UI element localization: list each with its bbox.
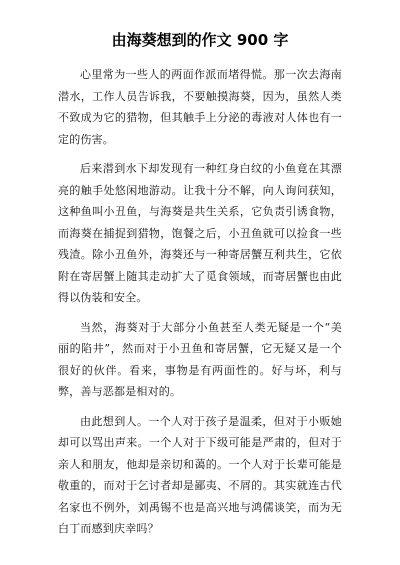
paragraph-3: 当然，海葵对于大部分小鱼甚至人类无疑是一个“美丽的陷井”，然而对于小丑鱼和寄居蟹，它无疑又是一个很好的伙伴。看来，事物是有两面性的。好与坏，利与弊，善与恶都是相对的。 bbox=[58, 320, 342, 398]
paragraph-1: 心里常为一些人的两面作派而堵得慌。那一次去海南潜水，工作人员告诉我，不要触摸海葵，因为，虽然人类不致成为它的猎物，但其触手上分泌的毒液对人体也有一定的伤害。 bbox=[58, 68, 342, 146]
paragraph-2: 后来潜到水下却发现有一种红身白纹的小鱼竟在其漂亮的触手处悠闲地游动。让我十分不解，向人询问获知，这种鱼叫小丑鱼，与海葵是共生关系，它负责引诱食物，而海葵在捕捉到猎物，饱餐之后，小丑鱼就可以捡食一些残渣。除小丑鱼外，海葵还与一种寄居蟹互利共生，它依附在寄居蟹上随其走动扩大了觅食领域，而寄居蟹也由此得以伪装和安全。 bbox=[58, 162, 342, 304]
document-title: 由海葵想到的作文 900 字 bbox=[111, 31, 289, 49]
paragraph-4: 由此想到人。一个人对于孩子是温柔，但对于小贩她却可以骂出声来。一个人对于下级可能是严肃的，但对于亲人和朋友，他却是亲切和蔼的。一个人对于长辈可能是敬重的，而对于乞讨者却是鄙夷、不屑的。其实就连古代名家也不例外，刘禹锡不也是高兴地与鸿儒谈笑，而为无白丁而感到庆幸吗？ bbox=[58, 414, 342, 535]
